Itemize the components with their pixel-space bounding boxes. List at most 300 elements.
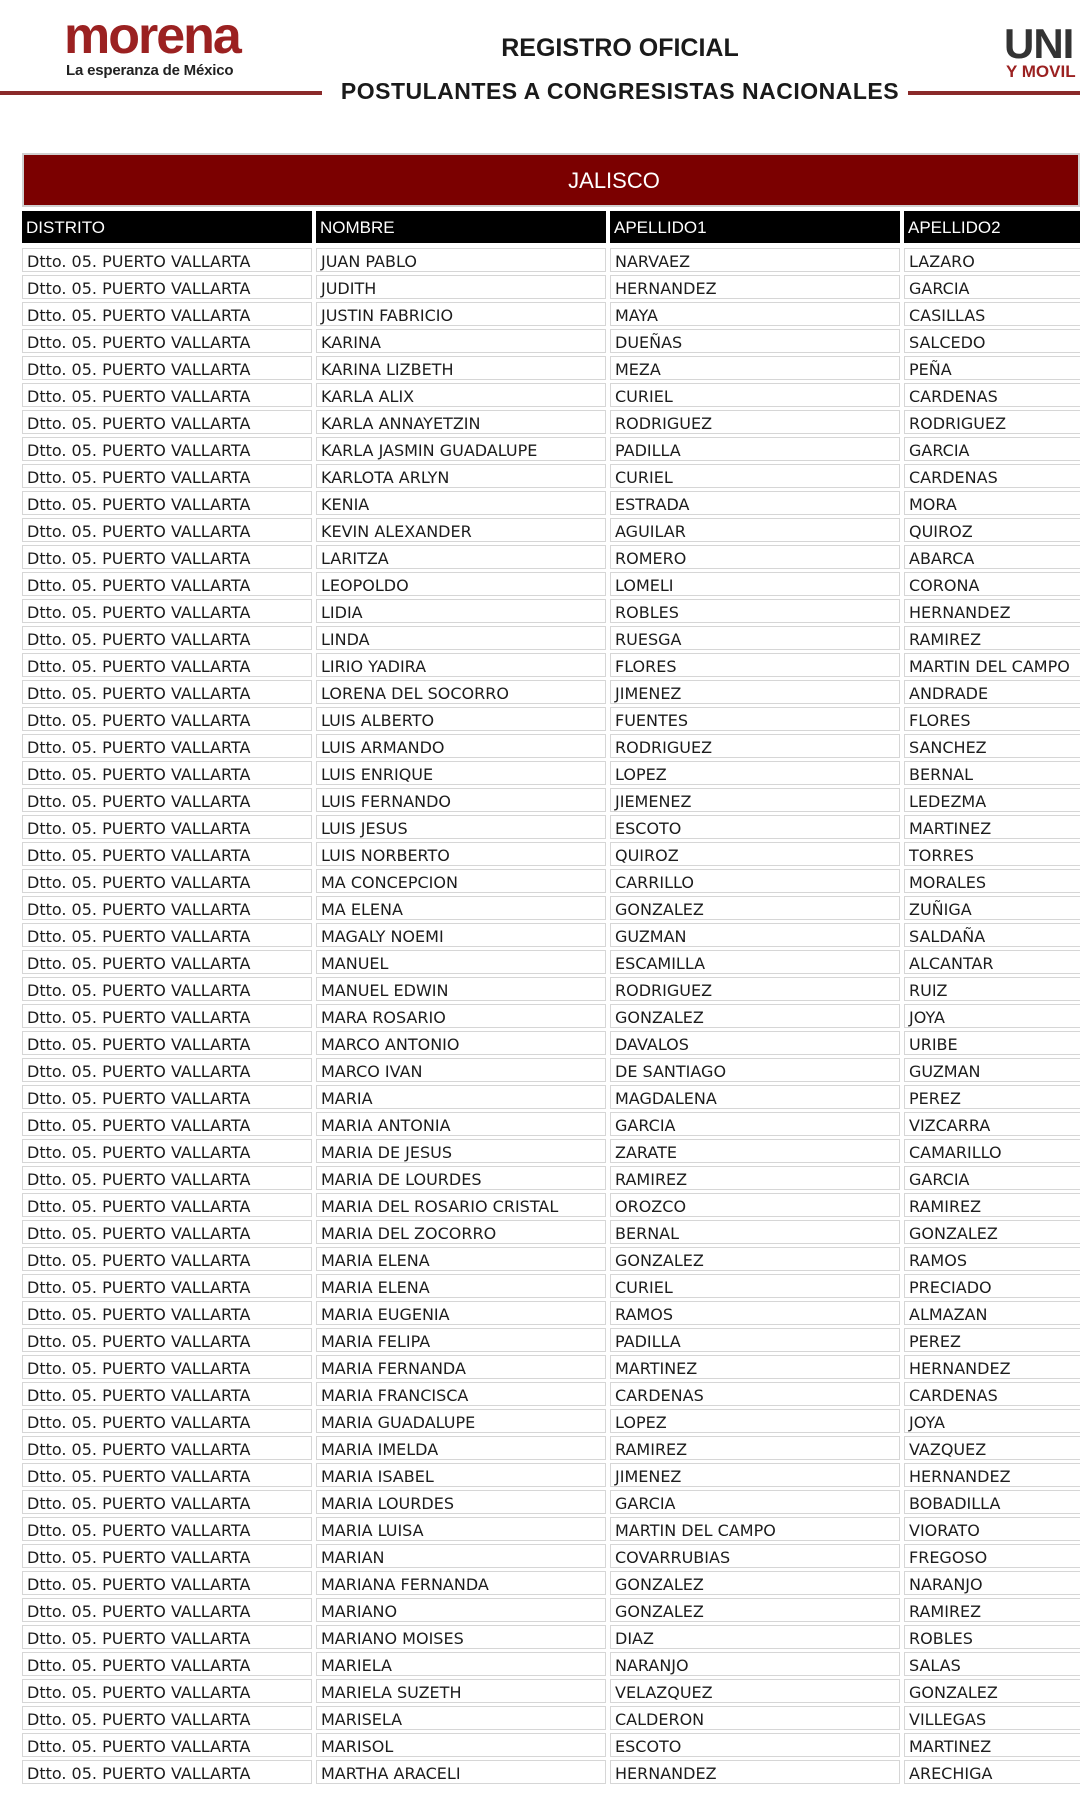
- table-row: [22, 1138, 1080, 1165]
- cell-distrito: Dtto. 05. PUERTO VALLARTA: [22, 1328, 312, 1352]
- cell-distrito: Dtto. 05. PUERTO VALLARTA: [22, 1301, 312, 1325]
- cell-distrito: Dtto. 05. PUERTO VALLARTA: [22, 1679, 312, 1703]
- cell-distrito: Dtto. 05. PUERTO VALLARTA: [22, 1274, 312, 1298]
- cell-apellido1: HERNANDEZ: [610, 275, 900, 299]
- table-row: [22, 1192, 1080, 1219]
- cell-apellido2: GARCIA: [904, 1166, 1080, 1190]
- cell-distrito: Dtto. 05. PUERTO VALLARTA: [22, 248, 312, 272]
- cell-apellido1: GONZALEZ: [610, 1571, 900, 1595]
- cell-nombre: MARIAN: [316, 1544, 606, 1568]
- cell-nombre: KARLA ALIX: [316, 383, 606, 407]
- cell-nombre: MARIANA FERNANDA: [316, 1571, 606, 1595]
- cell-nombre: MARISOL: [316, 1733, 606, 1757]
- cell-distrito: Dtto. 05. PUERTO VALLARTA: [22, 626, 312, 650]
- cell-apellido1: ZARATE: [610, 1139, 900, 1163]
- cell-distrito: Dtto. 05. PUERTO VALLARTA: [22, 1544, 312, 1568]
- table-row: [22, 1435, 1080, 1462]
- table-row: [22, 814, 1080, 841]
- cell-distrito: Dtto. 05. PUERTO VALLARTA: [22, 1625, 312, 1649]
- cell-nombre: LORENA DEL SOCORRO: [316, 680, 606, 704]
- cell-apellido1: FLORES: [610, 653, 900, 677]
- table-row: [22, 1300, 1080, 1327]
- cell-nombre: MARIA DEL ZOCORRO: [316, 1220, 606, 1244]
- cell-distrito: Dtto. 05. PUERTO VALLARTA: [22, 1355, 312, 1379]
- cell-nombre: MARIA ANTONIA: [316, 1112, 606, 1136]
- cell-apellido1: CALDERON: [610, 1706, 900, 1730]
- table-row: [22, 301, 1080, 328]
- cell-nombre: LIDIA: [316, 599, 606, 623]
- cell-distrito: Dtto. 05. PUERTO VALLARTA: [22, 761, 312, 785]
- cell-nombre: MARISELA: [316, 1706, 606, 1730]
- cell-apellido1: ESCOTO: [610, 815, 900, 839]
- table-row: [22, 1003, 1080, 1030]
- table-row: [22, 517, 1080, 544]
- cell-nombre: MARIA EUGENIA: [316, 1301, 606, 1325]
- table-row: [22, 922, 1080, 949]
- cell-apellido2: SANCHEZ: [904, 734, 1080, 758]
- table-row: [22, 1732, 1080, 1759]
- cell-nombre: LARITZA: [316, 545, 606, 569]
- table-row: [22, 1408, 1080, 1435]
- cell-distrito: Dtto. 05. PUERTO VALLARTA: [22, 275, 312, 299]
- cell-apellido2: GARCIA: [904, 437, 1080, 461]
- cell-apellido1: CURIEL: [610, 1274, 900, 1298]
- cell-nombre: MARIA DE JESUS: [316, 1139, 606, 1163]
- cell-apellido1: ROBLES: [610, 599, 900, 623]
- cell-apellido1: LOMELI: [610, 572, 900, 596]
- cell-distrito: Dtto. 05. PUERTO VALLARTA: [22, 1247, 312, 1271]
- table-row: [22, 1624, 1080, 1651]
- cell-distrito: Dtto. 05. PUERTO VALLARTA: [22, 896, 312, 920]
- cell-apellido1: RODRIGUEZ: [610, 977, 900, 1001]
- cell-apellido2: HERNANDEZ: [904, 1355, 1080, 1379]
- cell-nombre: KENIA: [316, 491, 606, 515]
- cell-distrito: Dtto. 05. PUERTO VALLARTA: [22, 707, 312, 731]
- cell-apellido2: RUIZ: [904, 977, 1080, 1001]
- cell-distrito: Dtto. 05. PUERTO VALLARTA: [22, 1193, 312, 1217]
- cell-apellido1: AGUILAR: [610, 518, 900, 542]
- cell-apellido2: CASILLAS: [904, 302, 1080, 326]
- table-row: [22, 976, 1080, 1003]
- cell-nombre: MAGALY NOEMI: [316, 923, 606, 947]
- cell-distrito: Dtto. 05. PUERTO VALLARTA: [22, 1733, 312, 1757]
- cell-apellido1: GUZMAN: [610, 923, 900, 947]
- table-row: [22, 1111, 1080, 1138]
- cell-distrito: Dtto. 05. PUERTO VALLARTA: [22, 1220, 312, 1244]
- cell-apellido2: ALCANTAR: [904, 950, 1080, 974]
- cell-nombre: MARIANO MOISES: [316, 1625, 606, 1649]
- header-rule-left: [0, 91, 322, 95]
- table-row: [22, 1570, 1080, 1597]
- cell-distrito: Dtto. 05. PUERTO VALLARTA: [22, 1004, 312, 1028]
- cell-apellido1: FUENTES: [610, 707, 900, 731]
- cell-apellido2: MARTINEZ: [904, 1733, 1080, 1757]
- cell-apellido1: PADILLA: [610, 437, 900, 461]
- cell-nombre: KEVIN ALEXANDER: [316, 518, 606, 542]
- table-row: [22, 463, 1080, 490]
- cell-apellido1: ESCOTO: [610, 1733, 900, 1757]
- cell-apellido1: LOPEZ: [610, 761, 900, 785]
- table-row: [22, 1057, 1080, 1084]
- cell-apellido2: CAMARILLO: [904, 1139, 1080, 1163]
- logo-tagline: La esperanza de México: [66, 62, 234, 79]
- cell-distrito: Dtto. 05. PUERTO VALLARTA: [22, 1760, 312, 1784]
- table-row: [22, 1462, 1080, 1489]
- cell-apellido1: CURIEL: [610, 383, 900, 407]
- cell-distrito: Dtto. 05. PUERTO VALLARTA: [22, 1652, 312, 1676]
- cell-apellido2: RAMIREZ: [904, 626, 1080, 650]
- cell-distrito: Dtto. 05. PUERTO VALLARTA: [22, 680, 312, 704]
- cell-apellido1: BERNAL: [610, 1220, 900, 1244]
- cell-apellido2: PEÑA: [904, 356, 1080, 380]
- cell-apellido2: FLORES: [904, 707, 1080, 731]
- table-row: [22, 1084, 1080, 1111]
- cell-distrito: Dtto. 05. PUERTO VALLARTA: [22, 1706, 312, 1730]
- cell-distrito: Dtto. 05. PUERTO VALLARTA: [22, 545, 312, 569]
- table-row: [22, 1705, 1080, 1732]
- cell-apellido1: GARCIA: [610, 1112, 900, 1136]
- cell-nombre: MARCO IVAN: [316, 1058, 606, 1082]
- cell-apellido2: RAMIREZ: [904, 1598, 1080, 1622]
- cell-apellido1: JIMENEZ: [610, 680, 900, 704]
- cell-nombre: JUAN PABLO: [316, 248, 606, 272]
- cell-distrito: Dtto. 05. PUERTO VALLARTA: [22, 1031, 312, 1055]
- cell-apellido1: MARTINEZ: [610, 1355, 900, 1379]
- cell-nombre: KARINA: [316, 329, 606, 353]
- cell-apellido2: CARDENAS: [904, 383, 1080, 407]
- table-row: [22, 1651, 1080, 1678]
- table-row: [22, 571, 1080, 598]
- table-row: [22, 868, 1080, 895]
- cell-apellido2: URIBE: [904, 1031, 1080, 1055]
- cell-apellido2: HERNANDEZ: [904, 599, 1080, 623]
- cell-apellido2: RODRIGUEZ: [904, 410, 1080, 434]
- cell-nombre: MARIA FRANCISCA: [316, 1382, 606, 1406]
- cell-apellido2: GONZALEZ: [904, 1679, 1080, 1703]
- cell-apellido2: PEREZ: [904, 1328, 1080, 1352]
- cell-nombre: MARIA ELENA: [316, 1247, 606, 1271]
- table-row: [22, 841, 1080, 868]
- cell-apellido2: VAZQUEZ: [904, 1436, 1080, 1460]
- table-row: [22, 706, 1080, 733]
- cell-apellido1: GONZALEZ: [610, 1598, 900, 1622]
- column-header-distrito: DISTRITO: [22, 211, 312, 243]
- column-header-apellido1: APELLIDO1: [610, 211, 900, 243]
- state-banner: [22, 153, 1080, 207]
- cell-nombre: MARIANO: [316, 1598, 606, 1622]
- cell-nombre: MARA ROSARIO: [316, 1004, 606, 1028]
- cell-apellido2: MARTINEZ: [904, 815, 1080, 839]
- cell-distrito: Dtto. 05. PUERTO VALLARTA: [22, 1571, 312, 1595]
- cell-distrito: Dtto. 05. PUERTO VALLARTA: [22, 815, 312, 839]
- cell-nombre: MARCO ANTONIO: [316, 1031, 606, 1055]
- table-row: [22, 328, 1080, 355]
- cell-apellido1: RAMIREZ: [610, 1436, 900, 1460]
- cell-apellido1: ROMERO: [610, 545, 900, 569]
- cell-distrito: Dtto. 05. PUERTO VALLARTA: [22, 518, 312, 542]
- cell-apellido2: VIORATO: [904, 1517, 1080, 1541]
- cell-apellido2: ROBLES: [904, 1625, 1080, 1649]
- cell-apellido2: CARDENAS: [904, 464, 1080, 488]
- cell-distrito: Dtto. 05. PUERTO VALLARTA: [22, 1166, 312, 1190]
- cell-apellido2: HERNANDEZ: [904, 1463, 1080, 1487]
- cell-apellido2: ZUÑIGA: [904, 896, 1080, 920]
- cell-apellido1: ESCAMILLA: [610, 950, 900, 974]
- table-row: [22, 625, 1080, 652]
- table-row: [22, 1354, 1080, 1381]
- cell-apellido2: QUIROZ: [904, 518, 1080, 542]
- cell-nombre: LUIS NORBERTO: [316, 842, 606, 866]
- cell-distrito: Dtto. 05. PUERTO VALLARTA: [22, 788, 312, 812]
- table-row: [22, 1516, 1080, 1543]
- cell-apellido2: SALAS: [904, 1652, 1080, 1676]
- table-row: [22, 733, 1080, 760]
- cell-distrito: Dtto. 05. PUERTO VALLARTA: [22, 1490, 312, 1514]
- cell-nombre: MARIA: [316, 1085, 606, 1109]
- cell-nombre: MARIA IMELDA: [316, 1436, 606, 1460]
- cell-apellido1: GONZALEZ: [610, 1247, 900, 1271]
- cell-apellido2: PRECIADO: [904, 1274, 1080, 1298]
- cell-apellido1: MEZA: [610, 356, 900, 380]
- cell-nombre: MANUEL: [316, 950, 606, 974]
- cell-apellido2: GUZMAN: [904, 1058, 1080, 1082]
- cell-distrito: Dtto. 05. PUERTO VALLARTA: [22, 356, 312, 380]
- cell-apellido1: RODRIGUEZ: [610, 410, 900, 434]
- cell-apellido2: GARCIA: [904, 275, 1080, 299]
- cell-apellido2: NARANJO: [904, 1571, 1080, 1595]
- table-row: [22, 1759, 1080, 1786]
- cell-nombre: JUSTIN FABRICIO: [316, 302, 606, 326]
- table-row: [22, 949, 1080, 976]
- cell-apellido2: ALMAZAN: [904, 1301, 1080, 1325]
- cell-nombre: LIRIO YADIRA: [316, 653, 606, 677]
- cell-apellido1: VELAZQUEZ: [610, 1679, 900, 1703]
- table-row: [22, 1246, 1080, 1273]
- cell-distrito: Dtto. 05. PUERTO VALLARTA: [22, 1382, 312, 1406]
- cell-nombre: MARIELA: [316, 1652, 606, 1676]
- table-row: [22, 1381, 1080, 1408]
- cell-apellido1: DAVALOS: [610, 1031, 900, 1055]
- table-row: [22, 1219, 1080, 1246]
- cell-distrito: Dtto. 05. PUERTO VALLARTA: [22, 410, 312, 434]
- cell-nombre: LUIS FERNANDO: [316, 788, 606, 812]
- cell-distrito: Dtto. 05. PUERTO VALLARTA: [22, 1409, 312, 1433]
- cell-apellido1: RODRIGUEZ: [610, 734, 900, 758]
- cell-apellido1: JIEMENEZ: [610, 788, 900, 812]
- cell-nombre: MARIA FERNANDA: [316, 1355, 606, 1379]
- cell-apellido1: GONZALEZ: [610, 896, 900, 920]
- cell-nombre: LINDA: [316, 626, 606, 650]
- cell-apellido1: OROZCO: [610, 1193, 900, 1217]
- registry-table: [22, 153, 1080, 1798]
- table-row: [22, 274, 1080, 301]
- cell-apellido2: BERNAL: [904, 761, 1080, 785]
- cell-apellido2: SALCEDO: [904, 329, 1080, 353]
- cell-apellido1: GARCIA: [610, 1490, 900, 1514]
- cell-apellido1: HERNANDEZ: [610, 1760, 900, 1784]
- table-row: [22, 1489, 1080, 1516]
- cell-apellido2: RAMOS: [904, 1247, 1080, 1271]
- cell-nombre: MARIELA SUZETH: [316, 1679, 606, 1703]
- table-row: [22, 679, 1080, 706]
- cell-distrito: Dtto. 05. PUERTO VALLARTA: [22, 1598, 312, 1622]
- cell-distrito: Dtto. 05. PUERTO VALLARTA: [22, 1058, 312, 1082]
- cell-apellido1: CURIEL: [610, 464, 900, 488]
- header-rule-right: [908, 91, 1080, 95]
- cell-apellido2: LAZARO: [904, 248, 1080, 272]
- cell-apellido1: RAMOS: [610, 1301, 900, 1325]
- cell-apellido2: LEDEZMA: [904, 788, 1080, 812]
- table-row: [22, 1543, 1080, 1570]
- cell-apellido1: LOPEZ: [610, 1409, 900, 1433]
- cell-distrito: Dtto. 05. PUERTO VALLARTA: [22, 977, 312, 1001]
- cell-apellido2: PEREZ: [904, 1085, 1080, 1109]
- cell-distrito: Dtto. 05. PUERTO VALLARTA: [22, 464, 312, 488]
- cell-nombre: KARLA ANNAYETZIN: [316, 410, 606, 434]
- cell-apellido1: NARANJO: [610, 1652, 900, 1676]
- cell-apellido2: MORALES: [904, 869, 1080, 893]
- cell-distrito: Dtto. 05. PUERTO VALLARTA: [22, 1517, 312, 1541]
- cell-apellido1: MAYA: [610, 302, 900, 326]
- cell-apellido1: CARRILLO: [610, 869, 900, 893]
- table-row: [22, 1327, 1080, 1354]
- cell-nombre: MARIA ELENA: [316, 1274, 606, 1298]
- cell-nombre: MA CONCEPCION: [316, 869, 606, 893]
- table-row: [22, 652, 1080, 679]
- cell-distrito: Dtto. 05. PUERTO VALLARTA: [22, 437, 312, 461]
- cell-distrito: Dtto. 05. PUERTO VALLARTA: [22, 1112, 312, 1136]
- cell-distrito: Dtto. 05. PUERTO VALLARTA: [22, 599, 312, 623]
- cell-distrito: Dtto. 05. PUERTO VALLARTA: [22, 923, 312, 947]
- cell-distrito: Dtto. 05. PUERTO VALLARTA: [22, 1085, 312, 1109]
- cell-nombre: JUDITH: [316, 275, 606, 299]
- cell-nombre: LEOPOLDO: [316, 572, 606, 596]
- cell-distrito: Dtto. 05. PUERTO VALLARTA: [22, 1463, 312, 1487]
- cell-nombre: MARIA LOURDES: [316, 1490, 606, 1514]
- cell-nombre: MARIA ISABEL: [316, 1463, 606, 1487]
- cell-apellido2: TORRES: [904, 842, 1080, 866]
- cell-apellido2: MARTIN DEL CAMPO: [904, 653, 1080, 677]
- cell-apellido2: VILLEGAS: [904, 1706, 1080, 1730]
- cell-apellido1: PADILLA: [610, 1328, 900, 1352]
- cell-nombre: KARLA JASMIN GUADALUPE: [316, 437, 606, 461]
- table-row: [22, 1165, 1080, 1192]
- cell-apellido2: ABARCA: [904, 545, 1080, 569]
- cell-apellido2: JOYA: [904, 1004, 1080, 1028]
- cell-distrito: Dtto. 05. PUERTO VALLARTA: [22, 950, 312, 974]
- cell-nombre: MARIA GUADALUPE: [316, 1409, 606, 1433]
- cell-apellido1: NARVAEZ: [610, 248, 900, 272]
- table-row: [22, 760, 1080, 787]
- cell-apellido2: ARECHIGA: [904, 1760, 1080, 1784]
- cell-apellido1: DIAZ: [610, 1625, 900, 1649]
- document-header: [0, 0, 1080, 150]
- table-row: [22, 787, 1080, 814]
- partner-logo: UNI: [1004, 20, 1074, 67]
- table-row: [22, 544, 1080, 571]
- cell-distrito: Dtto. 05. PUERTO VALLARTA: [22, 329, 312, 353]
- cell-apellido2: JOYA: [904, 1409, 1080, 1433]
- cell-nombre: MARIA DEL ROSARIO CRISTAL: [316, 1193, 606, 1217]
- cell-distrito: Dtto. 05. PUERTO VALLARTA: [22, 1139, 312, 1163]
- cell-apellido1: JIMENEZ: [610, 1463, 900, 1487]
- cell-apellido2: CORONA: [904, 572, 1080, 596]
- cell-apellido1: RAMIREZ: [610, 1166, 900, 1190]
- cell-distrito: Dtto. 05. PUERTO VALLARTA: [22, 653, 312, 677]
- cell-distrito: Dtto. 05. PUERTO VALLARTA: [22, 572, 312, 596]
- table-row: [22, 1030, 1080, 1057]
- cell-distrito: Dtto. 05. PUERTO VALLARTA: [22, 734, 312, 758]
- table-row: [22, 598, 1080, 625]
- cell-apellido1: GONZALEZ: [610, 1004, 900, 1028]
- document-subtitle: POSTULANTES A CONGRESISTAS NACIONALES: [340, 78, 900, 104]
- cell-nombre: KARINA LIZBETH: [316, 356, 606, 380]
- cell-distrito: Dtto. 05. PUERTO VALLARTA: [22, 869, 312, 893]
- cell-distrito: Dtto. 05. PUERTO VALLARTA: [22, 302, 312, 326]
- cell-distrito: Dtto. 05. PUERTO VALLARTA: [22, 842, 312, 866]
- cell-apellido1: ESTRADA: [610, 491, 900, 515]
- table-row: [22, 355, 1080, 382]
- table-header: [22, 211, 1080, 243]
- cell-apellido1: COVARRUBIAS: [610, 1544, 900, 1568]
- cell-nombre: LUIS ARMANDO: [316, 734, 606, 758]
- cell-apellido2: GONZALEZ: [904, 1220, 1080, 1244]
- cell-apellido1: QUIROZ: [610, 842, 900, 866]
- cell-distrito: Dtto. 05. PUERTO VALLARTA: [22, 1436, 312, 1460]
- cell-nombre: MARIA FELIPA: [316, 1328, 606, 1352]
- cell-distrito: Dtto. 05. PUERTO VALLARTA: [22, 491, 312, 515]
- cell-nombre: MANUEL EDWIN: [316, 977, 606, 1001]
- table-row: [22, 436, 1080, 463]
- state-name: JALISCO: [568, 168, 660, 193]
- cell-apellido2: ANDRADE: [904, 680, 1080, 704]
- cell-apellido1: CARDENAS: [610, 1382, 900, 1406]
- document-title: REGISTRO OFICIAL: [501, 34, 739, 62]
- table-body: [22, 247, 1080, 1786]
- table-row: [22, 895, 1080, 922]
- cell-apellido2: SALDAÑA: [904, 923, 1080, 947]
- cell-nombre: MARIA LUISA: [316, 1517, 606, 1541]
- column-header-apellido2: APELLIDO2: [904, 211, 1080, 243]
- cell-apellido1: DUEÑAS: [610, 329, 900, 353]
- table-row: [22, 1273, 1080, 1300]
- cell-nombre: LUIS ENRIQUE: [316, 761, 606, 785]
- cell-nombre: LUIS ALBERTO: [316, 707, 606, 731]
- cell-apellido2: RAMIREZ: [904, 1193, 1080, 1217]
- cell-apellido1: MARTIN DEL CAMPO: [610, 1517, 900, 1541]
- column-header-nombre: NOMBRE: [316, 211, 606, 243]
- cell-nombre: LUIS JESUS: [316, 815, 606, 839]
- cell-nombre: MARTHA ARACELI: [316, 1760, 606, 1784]
- partner-logo-sub: Y MOVIL: [1006, 62, 1076, 81]
- cell-apellido1: DE SANTIAGO: [610, 1058, 900, 1082]
- table-row: [22, 1678, 1080, 1705]
- cell-apellido2: BOBADILLA: [904, 1490, 1080, 1514]
- cell-apellido1: RUESGA: [610, 626, 900, 650]
- table-row: [22, 247, 1080, 274]
- cell-apellido2: CARDENAS: [904, 1382, 1080, 1406]
- cell-nombre: MA ELENA: [316, 896, 606, 920]
- cell-apellido2: VIZCARRA: [904, 1112, 1080, 1136]
- cell-apellido1: MAGDALENA: [610, 1085, 900, 1109]
- table-row: [22, 490, 1080, 517]
- table-row: [22, 382, 1080, 409]
- cell-nombre: KARLOTA ARLYN: [316, 464, 606, 488]
- cell-apellido2: MORA: [904, 491, 1080, 515]
- morena-logo: morena: [64, 7, 240, 65]
- cell-nombre: MARIA DE LOURDES: [316, 1166, 606, 1190]
- table-row: [22, 409, 1080, 436]
